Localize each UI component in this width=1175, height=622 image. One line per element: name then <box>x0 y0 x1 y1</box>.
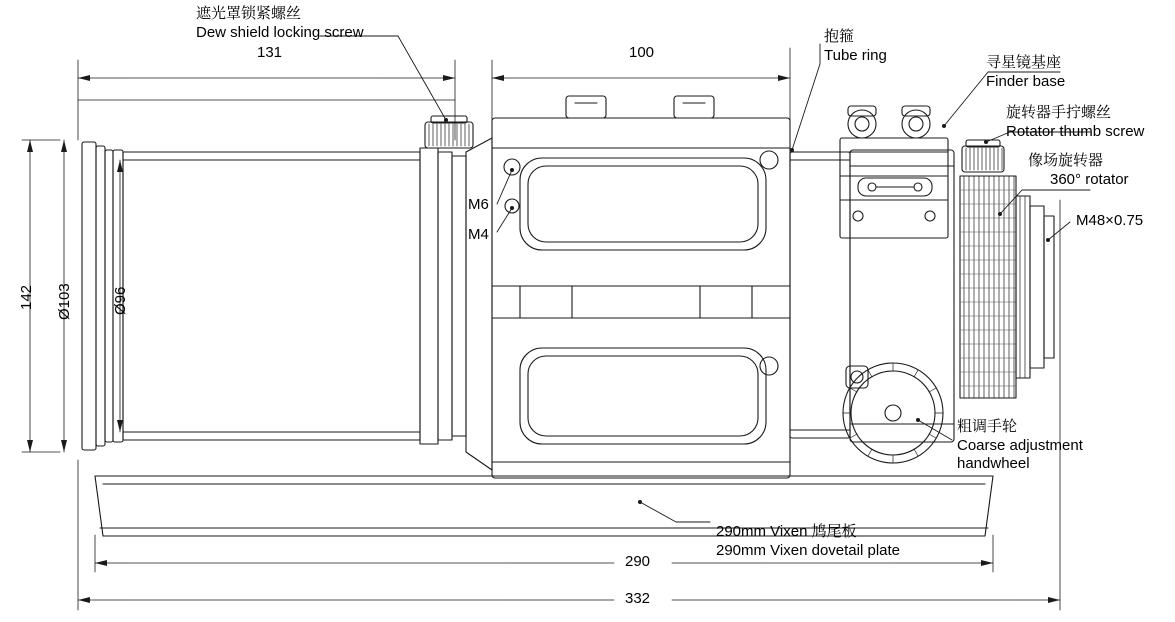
callout-coarse-adjustment-en2: handwheel <box>957 455 1030 472</box>
dimension-tube-diameter: Ø96 <box>112 286 129 315</box>
dimension-tube-ring-width: 100 <box>629 44 655 61</box>
callout-field-rotator-en: 360° rotator <box>1050 171 1129 188</box>
callout-tube-ring-en: Tube ring <box>824 47 887 64</box>
dimension-overall-height: 142 <box>18 284 35 310</box>
label-thread-m6: M6 <box>468 196 489 213</box>
label-thread-m48: M48×0.75 <box>1076 212 1144 229</box>
callout-finder-base-zh: 寻星镜基座 <box>986 54 1062 71</box>
label-thread-m4: M4 <box>468 226 489 243</box>
callout-dew-shield-locking-screw-zh: 遮光罩锁紧螺丝 <box>196 5 302 22</box>
dimension-dew-shield-length: 131 <box>257 44 283 61</box>
dimension-dovetail-length: 290 <box>625 553 651 570</box>
callout-field-rotator-zh: 像场旋转器 <box>1028 152 1104 169</box>
callout-dew-shield-locking-screw-en: Dew shield locking screw <box>196 24 364 41</box>
callout-rotator-thumb-screw-en: Rotator thumb screw <box>1006 123 1145 140</box>
callout-coarse-adjustment-en: Coarse adjustment <box>957 437 1083 454</box>
dimension-overall-length: 332 <box>625 590 651 607</box>
callout-dovetail-plate-zh: 290mm Vixen 鸠尾板 <box>716 523 857 540</box>
callout-coarse-adjustment-zh: 粗调手轮 <box>957 418 1018 435</box>
callout-finder-base-en: Finder base <box>986 73 1066 90</box>
callout-rotator-thumb-screw-zh: 旋转器手拧螺丝 <box>1006 104 1112 121</box>
callout-tube-ring-zh: 抱箍 <box>824 28 855 45</box>
dimension-dew-shield-diameter: Ø103 <box>56 283 73 320</box>
callout-dovetail-plate-en: 290mm Vixen dovetail plate <box>716 542 900 559</box>
